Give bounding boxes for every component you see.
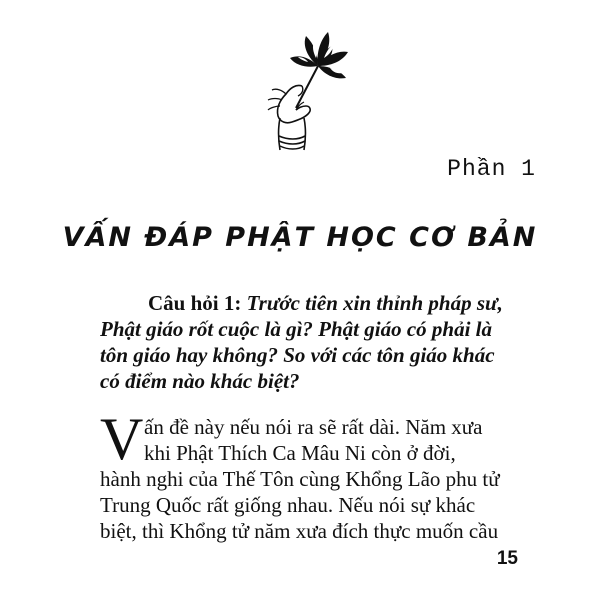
question-text-2: Phật giáo rốt cuộc là gì? Phật giáo có phải là — [100, 317, 493, 341]
chapter-title: VẤN ĐÁP PHẬT HỌC CƠ BẢN — [62, 222, 538, 253]
answer-line: hành nghi của Thế Tôn cùng Khổng Lão phu tử — [100, 467, 500, 491]
part-label: Phần 1 — [447, 156, 536, 182]
answer-line: Trung Quốc rất giống nhau. Nếu nói sự khác — [100, 493, 476, 517]
question-text-3: tôn giáo hay không? So với các tôn giáo khác — [100, 343, 495, 367]
hand-holding-lotus-icon — [256, 28, 356, 158]
drop-cap: V — [100, 406, 144, 472]
answer-block — [100, 406, 520, 544]
answer-line: khi Phật Thích Ca Mâu Ni còn ở đời, — [144, 441, 456, 465]
question-line-1 — [100, 290, 520, 316]
question-label: Câu hỏi 1: — [148, 291, 242, 315]
answer-line: ấn đề này nếu nói ra sẽ rất dài. Năm xưa — [144, 415, 483, 439]
question-text-1: Trước tiên xin thỉnh pháp sư, — [246, 291, 503, 315]
question-block — [100, 290, 520, 394]
question-text-4: có điểm nào khác biệt? — [100, 369, 300, 393]
answer-line: biệt, thì Khổng tử năm xưa đích thực muốn cầu — [100, 519, 499, 543]
page-number: 15 — [496, 548, 518, 569]
